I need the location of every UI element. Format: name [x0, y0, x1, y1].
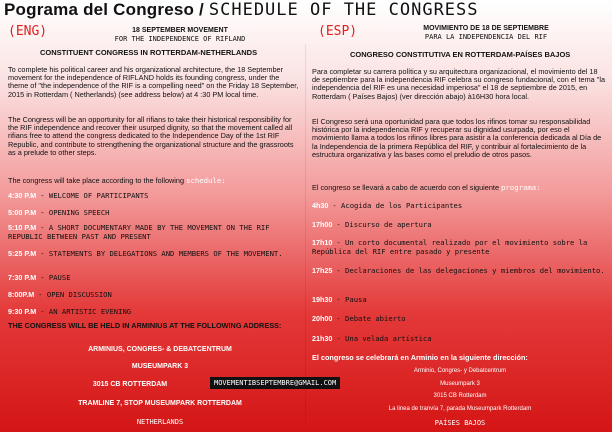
eng-schedule-item: 4:30 P.M - WELCOME OF PARTICIPANTS [8, 191, 149, 200]
esp-address-line: 3015 CB Rotterdam [433, 393, 487, 399]
eng-schedule-item: 9:30 P.M - AN ARTISTIC EVENING [8, 307, 132, 316]
eng-subtitle [80, 27, 280, 43]
eng-schedule-item: 8:00P.M - OPEN DISCUSSION [8, 290, 112, 299]
eng-intro-text: The congress will take place according to the following [8, 176, 187, 185]
eng-subtitle-line-1: 18 SEPTEMBER MOVEMENT [132, 27, 228, 34]
eng-address-line: MUSEUMPARK 3 [131, 363, 189, 370]
eng-schedule-intro [8, 176, 226, 185]
eng-venue-intro: THE CONGRESS WILL BE HELD IN ARMINIUS AT THE FOLLOWING ADDRESS: [8, 321, 282, 330]
page-title [4, 0, 479, 20]
esp-subtitle [386, 25, 586, 41]
esp-subtitle-line-1: MOVIMIENTO DE 18 DE SEPTIEMBRE [423, 25, 549, 32]
esp-schedule-item: 17h25 - Declaraciones de las delegaciones y miembros del movimiento. [312, 266, 605, 275]
esp-address-line: La linea de tranvía 7, parada Museumpark Rotterdam [388, 406, 532, 412]
eng-schedule-item: 5:00 P.M - OPENING SPEECH [8, 208, 110, 217]
eng-schedule-item: 7:30 P.M - PAUSE [8, 273, 71, 282]
column-divider [305, 44, 306, 424]
esp-venue-intro: El congreso se celebrará en Arminio en la siguiente dirección: [312, 353, 528, 362]
esp-intro-hand: programa: [501, 183, 541, 192]
esp-address-line: Arminio, Congres- y Debatcentrum [413, 368, 507, 374]
title-spanish: Pograma del Congreso / [4, 0, 209, 19]
esp-schedule-item: 17h00 - Discurso de apertura [312, 220, 432, 229]
eng-address-line: TRAMLINE 7, STOP MUSEUMPARK ROTTERDAM [78, 400, 242, 407]
esp-paragraph-1: Para completar su carrera política y su arquitectura organizacional, el movimiento del 18 de septiembre para la independencia RIF celebra su congreso fundacional, con el tema "la independencia del RIF es una necesidad imperiosa" el 18 de septiembre de 2015, en Rotterdam ( Países Bajos) (ver dirección abajo) à16H30 hora local. [312, 67, 606, 101]
esp-schedule-item: 20h00 - Debate abierto [312, 314, 406, 323]
contact-email: MOVEMENTIBSEPTEMBRE@GMAIL.COM [210, 377, 340, 389]
eng-paragraph-1: To complete his political career and his organizational architecture, the 18 September movement for the independence of RIFLAND holds its founding congress, under the theme of "the independence of the RIF is a compelling need" on the Friday 18 September, 2015 in Rotterdam ( Netherlands) (see address below) at 4 :30 PM local time. [8, 65, 299, 99]
esp-subtitle-line-2: PARA LA INDEPENDENCIA DEL RIF [424, 33, 548, 41]
eng-address-line: 3015 CB ROTTERDAM [92, 381, 168, 388]
esp-paragraph-2: El Congreso será una oportunidad para que todos los rifinos tomar su responsabilidad histórica por la independencia RIF y recuperar su dignidad usurpada, por eso el movimiento llama a todos los rifinos libres para asistir a la conferencia dedicada al Día de la Independencia de la primera República del RIF, y contribuir al fortalecimiento de la estructura organizativa y las bases como el preludio de otros pasos. [312, 117, 602, 159]
eng-schedule-item: 5:25 P.M - STATEMENTS BY DELEGATIONS AND MEMBERS OF THE MOVEMENT. [8, 249, 283, 258]
eng-address-line: ARMINIUS, CONGRES- & DEBATCENTRUM [88, 346, 232, 353]
esp-schedule-item: 17h10 - Un corto documental realizado por el movimiento sobre la República del RIF entre pasado y presente [312, 238, 588, 256]
esp-section-heading: CONGRESO CONSTITUTIVA EN ROTTERDAM-PAÍSES BAJOS [350, 50, 571, 59]
esp-intro-text: El congreso se llevará a cabo de acuerdo con el siguiente [312, 183, 502, 192]
eng-section-heading: CONSTITUENT CONGRESS IN ROTTERDAM-NETHERLANDS [40, 48, 258, 57]
esp-schedule-item: 4h30 - Acogida de los Participantes [312, 201, 463, 210]
eng-paragraph-2: The Congress will be an opportunity for all rifians to take their historical responsibility for the RIF independence and recover their usurped dignity, so that the movement called all rifians free to attend the congress dedicated to the Independence Day of the 1st RIF Republic, and contribute to strengthening the organizational structure and the grassroots as a prelude to other steps. [8, 115, 294, 157]
title-english: SCHEDULE OF THE CONGRESS [208, 0, 479, 20]
eng-intro-hand: schedule: [186, 176, 226, 185]
esp-address-line: Museumpark 3 [440, 381, 480, 387]
esp-schedule-item: 19h30 - Pausa [312, 295, 367, 304]
esp-schedule-item: 21h30 - Una velada artística [312, 334, 432, 343]
eng-language-tag: (ENG) [8, 24, 48, 39]
esp-schedule-intro [312, 183, 541, 192]
esp-language-tag: (ESP) [318, 24, 358, 39]
esp-address-country: PAÍSES BAJOS [434, 419, 486, 427]
eng-address-country: NETHERLANDS [136, 418, 184, 426]
eng-schedule-item: 5:10 P.M - A SHORT DOCUMENTARY MADE BY THE MOVEMENT ON THE RIF REPUBLIC BETWEEN PAST AND PRESENT [8, 223, 270, 241]
eng-subtitle-line-2: FOR THE INDEPENDENCE OF RIFLAND [114, 35, 246, 43]
